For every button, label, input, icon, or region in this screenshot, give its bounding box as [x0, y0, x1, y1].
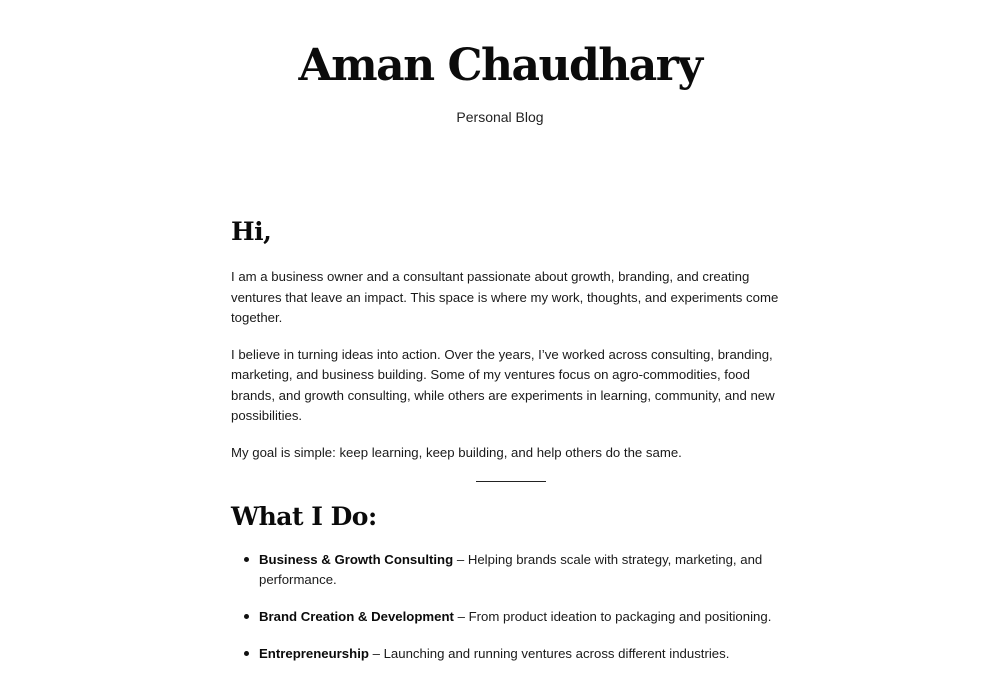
bullet-icon	[244, 651, 249, 656]
list-item	[231, 550, 791, 590]
site-title-link[interactable]: Aman Chaudhary	[298, 40, 702, 91]
service-description: – Helping brands scale with strategy, marketing, and performance.	[259, 552, 763, 587]
intro-paragraph-1: I am a business owner and a consultant passionate about growth, branding, and creating ventures that leave an impact. This space is where my work, thoughts, and experiments come together.	[231, 269, 779, 325]
main-content	[231, 215, 791, 681]
service-description: – From product ideation to packaging and positioning.	[453, 609, 772, 624]
bullet-icon	[244, 614, 249, 619]
list-item	[231, 644, 791, 664]
service-description: – Launching and running ventures across different industries.	[368, 646, 730, 661]
service-title: Entrepreneurship	[259, 646, 369, 661]
services-list	[231, 550, 791, 664]
services-heading: What I Do:	[231, 502, 377, 531]
site-tagline: Personal Blog	[456, 109, 544, 125]
service-title: Brand Creation & Development	[259, 609, 454, 624]
service-title: Business & Growth Consulting	[259, 552, 454, 567]
intro-paragraph-2: I believe in turning ideas into action. Over the years, I’ve worked across consulting, branding, marketing, and business building. Some of my ventures focus on agro-commodities, food brands, and growth consulting, while others are experiments in learning, community, and new possibilities.	[231, 346, 775, 423]
section-separator	[476, 481, 546, 482]
list-item	[231, 607, 791, 627]
intro-paragraph-3: My goal is simple: keep learning, keep building, and help others do the same.	[231, 444, 682, 460]
site-header	[0, 0, 1000, 126]
bullet-icon	[244, 557, 249, 562]
intro-heading: Hi,	[231, 217, 272, 246]
